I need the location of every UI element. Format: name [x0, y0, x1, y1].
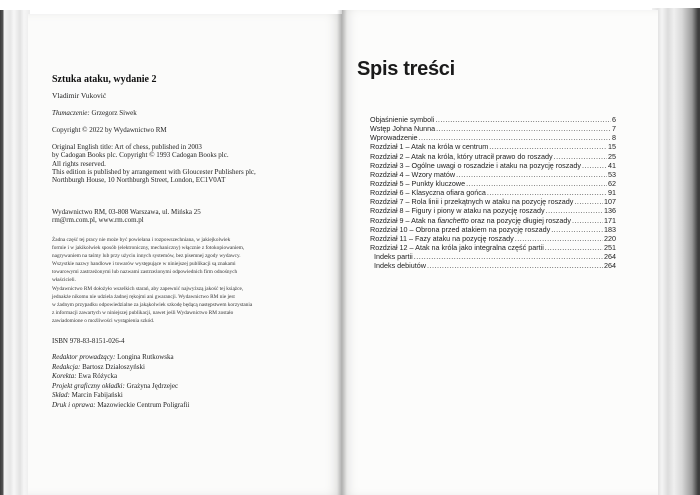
- credit-role: Redakcja:: [52, 362, 81, 371]
- toc-leader-dots: [551, 225, 603, 234]
- toc-entry-page: 264: [604, 261, 616, 271]
- credit-name: Bartosz Działoszyński: [82, 362, 145, 371]
- toc-leader-dots: [554, 152, 607, 161]
- toc-entry-label: Wprowadzenie: [370, 133, 418, 143]
- legal-line: Żadna część tej pracy nie może być powielana i rozpowszechniana, w jakiejkolwiek: [52, 237, 231, 243]
- toc-entry-page: 8: [612, 133, 616, 143]
- publisher-address: [52, 208, 201, 225]
- credit-line: [52, 372, 189, 382]
- toc-entry: [370, 152, 616, 161]
- toc-entry-label: Objaśnienie symboli: [370, 115, 435, 124]
- toc-entry: [370, 225, 616, 234]
- toc-leader-dots: [574, 197, 603, 206]
- table-of-contents: [370, 115, 616, 270]
- toc-entry-label-start: Rozdział 9 – Atak na: [370, 215, 438, 225]
- legal-line: jednakże nikomu nie udziela żadnej rękojmi ani gwarancji. Wydawnictwo RM nie jest: [52, 293, 235, 300]
- toc-leader-dots: [489, 142, 607, 151]
- toc-entry-label: Rozdział 2 – Atak na króla, który utracił prawo do roszady: [370, 151, 553, 161]
- toc-entry: [370, 234, 616, 243]
- toc-entry-page: 62: [608, 178, 616, 188]
- toc-entry-label: Rozdział 1 – Atak na króla w centrum: [370, 142, 489, 152]
- toc-entry: [370, 243, 616, 252]
- toc-entry-label: Indeks debiutów: [374, 261, 426, 271]
- toc-entry: [370, 252, 616, 261]
- toc-leader-dots: [435, 115, 611, 124]
- credit-role: Redaktor prowadzący:: [52, 353, 116, 361]
- book-gutter: [337, 10, 347, 495]
- toc-leader-dots: [572, 216, 603, 225]
- toc-entry-label: Rozdział 11 – Fazy ataku na pozycję roszady: [370, 233, 514, 243]
- toc-entry-page: 107: [604, 197, 616, 207]
- credit-role: Skład:: [52, 391, 70, 400]
- isbn: ISBN 978-83-8151-026-4: [52, 337, 125, 345]
- original-info-line: All rights reserved.: [52, 159, 106, 168]
- toc-entry-page: 136: [604, 206, 616, 216]
- legal-line: z informacji zawartych w niniejszej publikacji, nawet jeśli Wydawnictwo RM zostało: [52, 309, 234, 316]
- credit-name: Marcin Fabijański: [71, 391, 123, 400]
- toc-entry: [370, 142, 616, 151]
- toc-entry: [370, 161, 616, 170]
- toc-leader-dots: [414, 252, 603, 261]
- toc-entry-label: Rozdział 3 – Ogólne uwagi o roszadzie i ataku na pozycję roszady: [370, 160, 581, 170]
- toc-entry: [370, 188, 616, 197]
- legal-line: zawiadomione o możliwości wystąpienia szkód.: [52, 317, 155, 324]
- legal-line: nagrywaniem na taśmy lub przy użyciu innych systemów, bez pisemnej zgody wydawcy.: [52, 253, 241, 260]
- toc-entry-page: 91: [608, 188, 616, 198]
- toc-entry-page: 53: [608, 169, 616, 179]
- copyright-line: Copyright © 2022 by Wydawnictwo RM: [52, 126, 167, 134]
- credit-role: Projekt graficzny okładki:: [52, 381, 125, 390]
- toc-entry-label: Rozdział 4 – Wzory matów: [370, 169, 456, 179]
- toc-leader-dots: [515, 234, 603, 243]
- translator-name: Grzegorz Siwek: [91, 109, 137, 117]
- toc-entry-page: 220: [604, 233, 616, 243]
- toc-entry: [370, 170, 616, 179]
- original-info-line: by Cadogan Books plc. Copyright © 1993 Cadogan Books plc.: [52, 151, 229, 160]
- original-info-line: This edition is published by arrangement with Gloucester Publishers plc,: [52, 167, 256, 176]
- toc-entry-page: 15: [608, 142, 616, 152]
- credit-role: Druk i oprawa:: [52, 400, 96, 409]
- credit-line: [52, 353, 189, 363]
- toc-entry-page: 7: [612, 124, 616, 134]
- toc-leader-dots: [582, 161, 607, 170]
- original-info-line: Northburgh House, 10 Northburgh Street, London, EC1V0AT: [52, 176, 226, 185]
- toc-leader-dots: [419, 133, 611, 142]
- toc-entry-page: 264: [604, 252, 616, 262]
- toc-entry-label: Rozdział 12 – Atak na króla jako integralna część partii: [370, 242, 544, 252]
- toc-entry-page: 41: [608, 160, 616, 170]
- toc-entry: [370, 197, 616, 206]
- toc-entry: [370, 179, 616, 188]
- address-line: Wydawnictwo RM, 03-808 Warszawa, ul. Mińska 25: [52, 208, 201, 216]
- credit-line: [52, 391, 189, 401]
- left-page-edges: [0, 10, 30, 495]
- legal-line: właścicieli.: [52, 277, 76, 284]
- credit-role: Korekta:: [52, 372, 77, 381]
- credits: [52, 353, 189, 411]
- legal-notice: [52, 236, 252, 325]
- legal-line: Wszystkie nazwy handlowe i towarów występujące w niniejszej publikacji są znakami: [52, 261, 236, 268]
- toc-entry-label: [370, 216, 571, 225]
- toc-entry-page: 25: [608, 151, 616, 161]
- legal-line: w żadnym przypadku odpowiedzialne za jakąkolwiek szkodę będącą następstwem korzystania: [52, 301, 253, 308]
- legal-line: formie i w jakikolwiek sposób (elektroniczny, mechaniczny) włącznie z fotokopiowaniem,: [52, 245, 245, 252]
- toc-leader-dots: [487, 188, 607, 197]
- toc-leader-dots: [545, 243, 603, 252]
- toc-entry-label-rest: oraz na pozycję długiej roszady: [468, 215, 571, 225]
- credit-name: Longina Rutkowska: [117, 353, 174, 361]
- credit-name: Grażyna Jędrzejec: [126, 381, 179, 390]
- toc-leader-dots: [546, 206, 603, 215]
- toc-entry-page: 183: [604, 224, 616, 234]
- credit-line: [52, 401, 189, 411]
- toc-entry-label: Indeks partii: [374, 252, 413, 262]
- translator-label: Tłumaczenie:: [52, 109, 90, 117]
- toc-leader-dots: [436, 124, 611, 133]
- toc-entry-label: Wstęp Johna Nunna: [370, 124, 436, 134]
- toc-entry: [370, 261, 616, 270]
- credit-name: Ewa Różycka: [78, 372, 118, 381]
- address-line: rm@rm.com.pl, www.rm.com.pl: [52, 216, 144, 225]
- toc-entry-page: 171: [604, 215, 616, 225]
- book-title: Sztuka ataku, wydanie 2: [52, 74, 157, 85]
- toc-entry: [370, 124, 616, 133]
- toc-leader-dots: [456, 170, 607, 179]
- toc-title: Spis treści: [357, 58, 455, 80]
- toc-entry-label: Rozdział 7 – Rola linii i przekątnych w ataku na pozycję roszady: [370, 197, 574, 207]
- toc-entry-page: 251: [604, 242, 616, 252]
- toc-entry-page: 6: [612, 115, 616, 124]
- credit-line: [52, 382, 189, 392]
- toc-entry-label: Rozdział 5 – Punkty kluczowe: [370, 178, 466, 188]
- toc-leader-dots: [466, 179, 607, 188]
- book-author: Vladimir Vuković: [52, 91, 107, 100]
- toc-entry-label: Rozdział 10 – Obrona przed atakiem na pozycję roszady: [370, 224, 551, 234]
- credit-name: Mazowieckie Centrum Poligrafii: [97, 400, 190, 409]
- toc-entry-label: Rozdział 6 – Klasyczna ofiara gońca: [370, 188, 486, 198]
- toc-entry: [370, 206, 616, 215]
- right-page-edges: [652, 8, 700, 495]
- original-edition-info: [52, 143, 256, 184]
- toc-leader-dots: [427, 261, 603, 270]
- toc-entry-label: Rozdział 8 – Figury i piony w ataku na pozycję roszady: [370, 206, 545, 216]
- original-info-line: Original English title: Art of chess, published in 2003: [52, 143, 202, 151]
- toc-entry: [370, 133, 616, 142]
- toc-entry: [370, 216, 616, 225]
- toc-entry-label-italic: fianchetto: [437, 215, 469, 225]
- legal-line: towarowymi zastrzeżonymi lub nazwami zastrzeżonymi odpowiednich firm odnośnych: [52, 269, 238, 276]
- translator-line: [52, 109, 137, 118]
- toc-entry: [370, 115, 616, 124]
- credit-line: [52, 363, 189, 373]
- legal-line: Wydawnictwo RM dołożyło wszelkich starań, aby zapewnić najwyższą jakość tej książce,: [52, 285, 244, 292]
